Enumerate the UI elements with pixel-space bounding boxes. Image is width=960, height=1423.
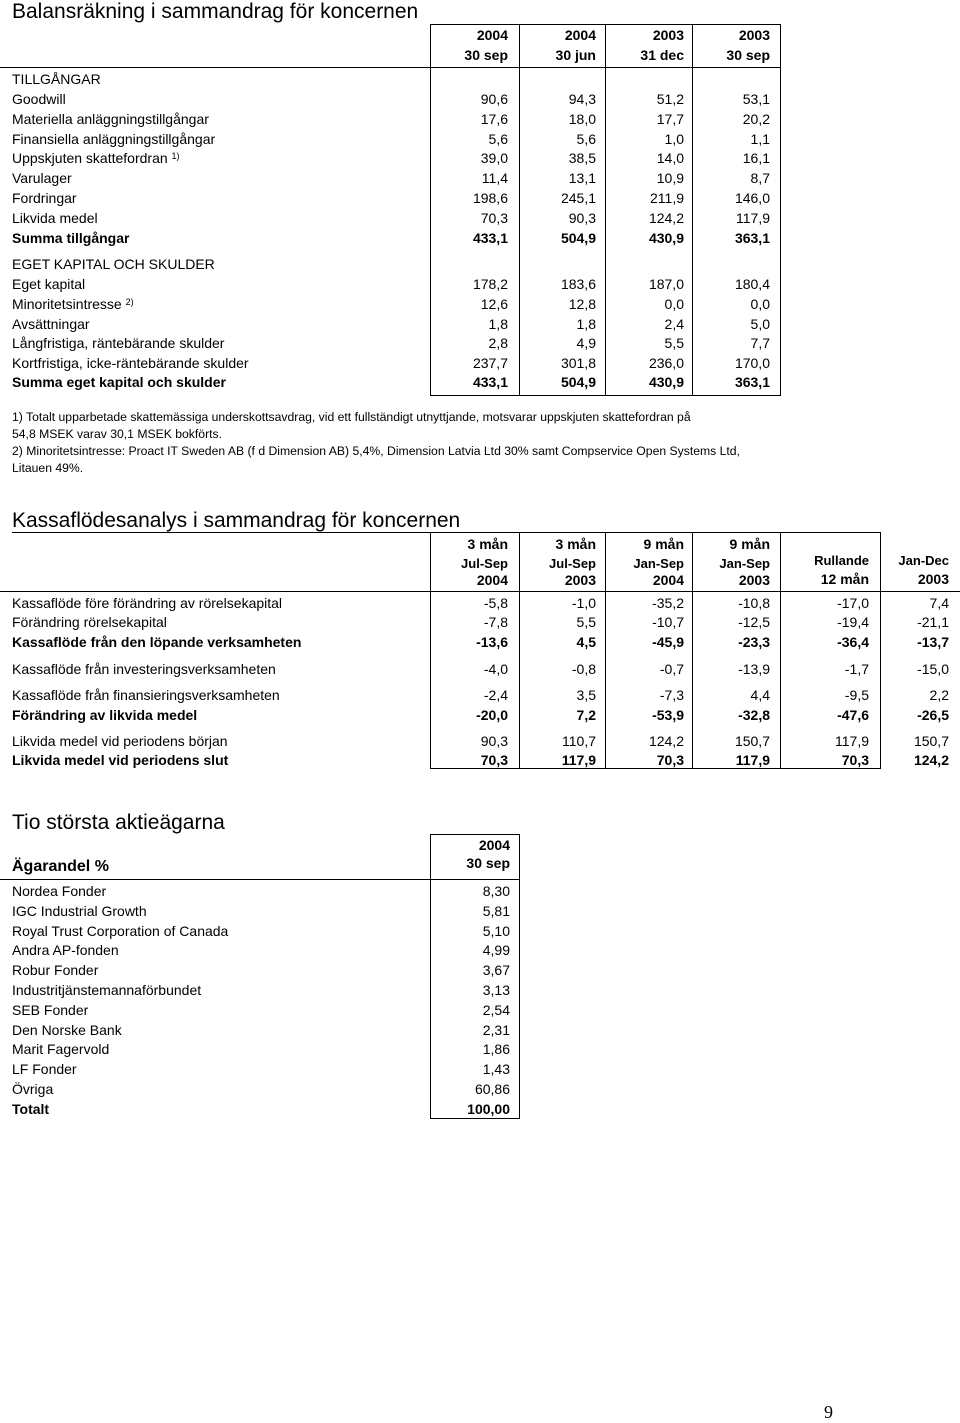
row-value: 430,9 xyxy=(648,230,684,246)
section-heading: TILLGÅNGAR xyxy=(12,71,101,87)
grid-line xyxy=(0,879,520,880)
row-value: 363,1 xyxy=(734,230,770,246)
row-label-text: Summa tillgångar xyxy=(12,230,130,246)
row-label: Kassaflöde från finansieringsverksamheten xyxy=(12,687,280,703)
column-year: 2003 xyxy=(738,572,770,588)
owners-col-year: 2004 xyxy=(478,837,510,853)
column-range: Jul-Sep xyxy=(461,556,508,571)
row-value: -21,1 xyxy=(917,614,949,630)
grid-line xyxy=(430,395,781,396)
column-year: 2003 xyxy=(564,572,596,588)
row-value: 38,5 xyxy=(568,150,596,167)
owner-name: Marit Fagervold xyxy=(12,1041,110,1058)
row-value: -19,4 xyxy=(837,614,869,630)
row-value: -26,5 xyxy=(917,707,949,723)
row-label: Förändring rörelsekapital xyxy=(12,614,167,630)
column-date: 30 jun xyxy=(555,47,596,63)
row-value: 3,5 xyxy=(576,687,596,703)
row-value: 70,3 xyxy=(841,752,869,768)
row-value: 211,9 xyxy=(650,190,684,206)
row-value: -1,0 xyxy=(571,595,596,611)
row-value: -7,8 xyxy=(483,614,508,630)
row-label xyxy=(12,230,129,246)
row-value: 5,6 xyxy=(488,130,508,147)
row-value: 180,4 xyxy=(734,276,770,292)
column-range: Jul-Sep xyxy=(549,556,596,571)
row-value: -13,9 xyxy=(738,661,770,677)
row-label-text: Summa eget kapital och skulder xyxy=(12,374,226,390)
row-value: 150,7 xyxy=(913,733,949,749)
owner-share: 1,86 xyxy=(482,1041,510,1058)
row-value: 146,0 xyxy=(734,190,770,206)
row-value: 504,9 xyxy=(560,230,596,246)
row-value: -2,4 xyxy=(483,687,508,703)
row-value: -17,0 xyxy=(837,595,869,611)
row-value: 7,4 xyxy=(929,595,949,611)
owner-share: 5,81 xyxy=(482,902,510,919)
row-value: -4,0 xyxy=(483,661,508,677)
row-value: 236,0 xyxy=(648,355,684,372)
row-label-text: Varulager xyxy=(12,170,72,187)
owner-share: 2,54 xyxy=(482,1001,510,1018)
row-value: 90,3 xyxy=(480,733,508,749)
row-value: 51,2 xyxy=(656,91,684,107)
owner-name: Royal Trust Corporation of Canada xyxy=(12,922,229,939)
row-value: 183,6 xyxy=(560,276,596,292)
row-value: 237,7 xyxy=(472,355,508,372)
column-year: 2004 xyxy=(476,27,508,43)
row-label-text: Finansiella anläggningstillgångar xyxy=(12,130,216,147)
owner-share: 4,99 xyxy=(482,942,510,959)
row-value: 4,9 xyxy=(576,335,596,352)
grid-line xyxy=(430,834,520,835)
cashflow-title: Kassaflödesanalys i sammandrag för koncernen xyxy=(12,509,461,532)
row-label-text: Fordringar xyxy=(12,190,77,206)
row-value: 1,1 xyxy=(750,130,770,147)
row-value: 170,0 xyxy=(734,355,770,372)
row-value: 39,0 xyxy=(480,150,508,167)
row-label: Kassaflöde från den löpande verksamheten xyxy=(12,634,302,650)
row-value: -32,8 xyxy=(738,707,770,723)
row-value: -0,7 xyxy=(659,661,684,677)
row-value: -7,3 xyxy=(659,687,684,703)
grid-line xyxy=(430,24,781,25)
owner-share: 2,31 xyxy=(482,1021,510,1038)
row-value: 2,4 xyxy=(664,315,684,332)
row-value: 117,9 xyxy=(736,209,770,226)
footnote-ref: 1) xyxy=(171,151,180,162)
owner-share: 100,00 xyxy=(467,1101,510,1117)
row-value: 90,6 xyxy=(480,91,508,107)
column-period: 3 mån xyxy=(555,536,596,552)
row-value: 70,3 xyxy=(656,752,684,768)
owner-name: Totalt xyxy=(12,1101,50,1117)
column-range: Jan-Sep xyxy=(719,556,770,571)
owner-name: Industritjänstemannaförbundet xyxy=(12,982,202,998)
grid-line xyxy=(430,532,881,533)
owner-name: Den Norske Bank xyxy=(12,1021,122,1038)
row-value: 2,2 xyxy=(929,687,949,703)
row-label xyxy=(12,91,66,107)
row-value: -45,9 xyxy=(652,634,684,650)
row-label: Likvida medel vid periodens början xyxy=(12,733,228,749)
row-value: 4,4 xyxy=(750,687,770,703)
row-value: 1,8 xyxy=(576,315,596,332)
row-label: Kassaflöde före förändring av rörelsekapital xyxy=(12,595,283,611)
row-value: -9,5 xyxy=(844,687,869,703)
owner-share: 5,10 xyxy=(482,922,510,939)
row-value: 7,2 xyxy=(576,707,596,723)
row-label-text: Goodwill xyxy=(12,91,66,107)
footnote: 2) Minoritetsintresse: Proact IT Sweden AB (f d Dimension AB) 5,4%, Dimension Latvia Ltd 30% samt Compservice Open Systems Ltd, xyxy=(12,444,740,458)
row-value: 90,3 xyxy=(568,209,596,226)
column-year: 2003 xyxy=(917,571,949,587)
column-period: 9 mån xyxy=(729,536,770,552)
row-value: 433,1 xyxy=(472,374,508,390)
row-label xyxy=(12,355,249,371)
grid-line xyxy=(430,768,881,769)
row-label xyxy=(12,276,85,292)
column-period: 9 mån xyxy=(643,536,684,552)
row-value: -36,4 xyxy=(837,634,869,650)
owner-name: Övriga xyxy=(12,1081,54,1097)
column-year: 2003 xyxy=(652,27,684,43)
row-value: -12,5 xyxy=(738,614,770,630)
row-value: 245,1 xyxy=(560,190,596,206)
row-value: 178,2 xyxy=(472,276,508,292)
owner-share: 60,86 xyxy=(474,1081,510,1097)
row-value: 150,7 xyxy=(734,733,770,749)
owner-name: Robur Fonder xyxy=(12,962,99,979)
row-value: 1,0 xyxy=(664,130,684,147)
row-value: 70,3 xyxy=(480,752,508,768)
row-value: -35,2 xyxy=(652,595,684,611)
row-label-text: Långfristiga, räntebärande skulder xyxy=(12,335,225,352)
row-value: 1,8 xyxy=(488,315,508,332)
row-value: 13,1 xyxy=(568,170,596,187)
owner-name: Andra AP-fonden xyxy=(12,942,119,959)
row-value: 7,7 xyxy=(750,335,770,352)
row-label: Likvida medel vid periodens slut xyxy=(12,752,229,768)
row-value: 504,9 xyxy=(560,374,596,390)
column-year: 2003 xyxy=(738,27,770,43)
row-label-text: Avsättningar xyxy=(12,315,90,332)
row-value: 17,6 xyxy=(480,110,508,127)
row-label xyxy=(12,150,180,166)
row-value: -0,8 xyxy=(571,661,596,677)
row-value: 198,6 xyxy=(472,190,508,206)
row-value: 5,5 xyxy=(664,335,684,352)
section-heading: EGET KAPITAL OCH SKULDER xyxy=(12,256,215,272)
row-value: 110,7 xyxy=(562,733,596,749)
owners-title: Tio största aktieägarna xyxy=(12,811,225,834)
row-label-text: Eget kapital xyxy=(12,276,86,292)
column-date: 31 dec xyxy=(640,47,684,63)
row-value: 363,1 xyxy=(734,374,770,390)
row-value: 12,8 xyxy=(568,295,596,312)
row-label xyxy=(12,296,134,312)
row-value: 11,4 xyxy=(481,170,508,187)
row-value: 117,9 xyxy=(835,733,869,749)
row-label xyxy=(12,170,72,186)
row-value: 5,0 xyxy=(750,315,770,332)
grid-line xyxy=(0,67,781,68)
row-value: 2,8 xyxy=(488,335,508,352)
row-label xyxy=(12,374,226,390)
page-number: 9 xyxy=(824,1402,833,1422)
row-value: 433,1 xyxy=(472,230,508,246)
row-value: 117,9 xyxy=(561,752,596,768)
row-value: 70,3 xyxy=(480,209,508,226)
grid-line xyxy=(780,24,781,396)
footnote: Litauen 49%. xyxy=(12,461,84,475)
owner-share: 3,13 xyxy=(482,982,510,998)
row-value: -10,8 xyxy=(738,595,770,611)
row-value: -13,7 xyxy=(917,634,949,650)
owner-share: 8,30 xyxy=(482,883,510,899)
row-label-text: Uppskjuten skattefordran xyxy=(12,150,168,167)
row-label-text: Materiella anläggningstillgångar xyxy=(12,110,209,127)
owner-share: 1,43 xyxy=(482,1061,510,1078)
owners-col-date: 30 sep xyxy=(466,855,510,871)
column-year: 12 mån xyxy=(820,571,869,587)
row-value: 18,0 xyxy=(568,110,596,127)
grid-line xyxy=(780,532,781,769)
row-value: 0,0 xyxy=(750,295,770,312)
footnote-ref: 2) xyxy=(125,296,134,307)
footnote: 1) Totalt upparbetade skattemässiga underskottsavdrag, vid ett fullständigt utnyttjande, motsvarar uppskjuten skattefordran på xyxy=(12,410,691,424)
row-value: 5,6 xyxy=(576,130,596,147)
row-value: -10,7 xyxy=(652,614,684,630)
column-range: Jan-Sep xyxy=(633,556,684,571)
row-value: 124,2 xyxy=(648,733,684,749)
row-label xyxy=(12,210,98,226)
row-label xyxy=(12,131,215,147)
row-value: -13,6 xyxy=(476,634,508,650)
row-value: -47,6 xyxy=(837,707,869,723)
row-value: 94,3 xyxy=(568,91,596,107)
balance-title: Balansräkning i sammandrag för koncernen xyxy=(12,0,419,23)
row-value: -5,8 xyxy=(483,595,508,611)
row-value: 301,8 xyxy=(560,355,596,372)
row-value: 8,7 xyxy=(750,170,770,187)
row-value: 20,2 xyxy=(742,110,770,127)
row-label: Förändring av likvida medel xyxy=(12,707,198,723)
column-year: 2004 xyxy=(564,27,596,43)
grid-line xyxy=(519,834,520,1119)
grid-line xyxy=(0,591,960,592)
row-value: 53,1 xyxy=(742,91,770,107)
row-value: -53,9 xyxy=(652,707,684,723)
column-date: 30 sep xyxy=(726,47,770,63)
row-value: 12,6 xyxy=(480,295,508,312)
row-value: 17,7 xyxy=(656,110,684,127)
row-label: Kassaflöde från investeringsverksamheten xyxy=(12,661,276,677)
column-range: Rullande xyxy=(814,553,869,568)
owners-subtitle: Ägarandel % xyxy=(12,858,109,875)
column-period: 3 mån xyxy=(467,536,508,552)
row-value: 5,5 xyxy=(576,614,596,630)
row-value: -1,7 xyxy=(844,661,869,677)
row-label-text: Minoritetsintresse xyxy=(12,295,122,312)
owner-name: IGC Industrial Growth xyxy=(12,902,147,919)
footnote: 54,8 MSEK varav 30,1 MSEK bokförts. xyxy=(12,427,222,441)
row-label-text: Kortfristiga, icke-räntebärande skulder xyxy=(12,355,249,372)
owner-name: LF Fonder xyxy=(12,1061,77,1078)
row-value: 117,9 xyxy=(735,752,770,768)
column-year: 2004 xyxy=(476,572,508,588)
owner-name: SEB Fonder xyxy=(12,1001,89,1018)
row-value: -15,0 xyxy=(917,661,949,677)
column-year: 2004 xyxy=(652,572,684,588)
row-value: 4,5 xyxy=(576,634,596,650)
column-date: 30 sep xyxy=(464,47,508,63)
column-range: Jan-Dec xyxy=(898,553,949,568)
row-label xyxy=(12,316,90,332)
row-label xyxy=(12,111,209,127)
row-value: 124,2 xyxy=(913,752,949,768)
row-value: 10,9 xyxy=(656,170,684,187)
row-value: 124,2 xyxy=(648,209,684,226)
row-value: -20,0 xyxy=(476,707,508,723)
row-label xyxy=(12,335,224,351)
owner-share: 3,67 xyxy=(482,962,510,979)
row-value: 14,0 xyxy=(656,150,684,167)
row-value: 0,0 xyxy=(664,295,684,312)
grid-line xyxy=(430,1118,520,1119)
row-label-text: Likvida medel xyxy=(12,209,98,226)
row-label xyxy=(12,190,77,206)
row-value: 16,1 xyxy=(742,150,770,167)
owner-name: Nordea Fonder xyxy=(12,883,107,899)
row-value: 430,9 xyxy=(648,374,684,390)
row-value: 187,0 xyxy=(648,276,684,292)
row-value: -23,3 xyxy=(738,634,770,650)
